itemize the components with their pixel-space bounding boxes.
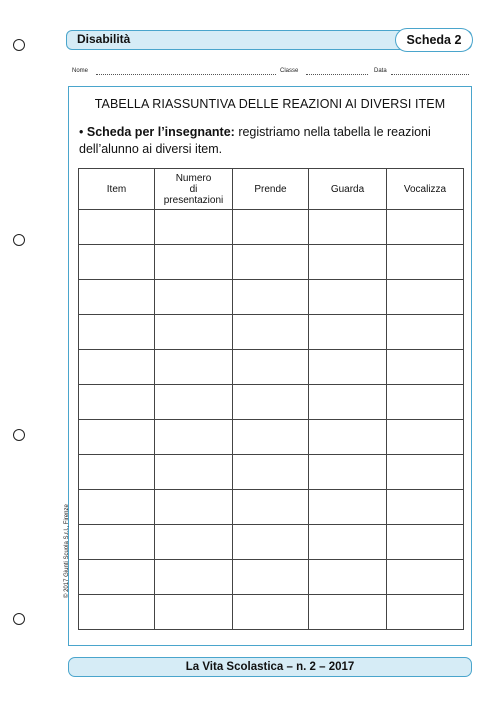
table-cell[interactable]	[79, 455, 155, 490]
publication-label: La Vita Scolastica – n. 2 – 2017	[185, 661, 355, 673]
table-cell[interactable]	[233, 210, 309, 245]
table-row	[79, 525, 464, 560]
table-cell[interactable]	[387, 350, 464, 385]
instruction-bold: Scheda per l’insegnante:	[86, 125, 235, 139]
table-row	[79, 420, 464, 455]
column-header: Item	[79, 169, 155, 210]
table-cell[interactable]	[309, 385, 387, 420]
table-row	[79, 595, 464, 630]
table-row	[79, 560, 464, 595]
table-row	[79, 280, 464, 315]
date-label: Data	[374, 68, 387, 74]
table-cell[interactable]	[387, 210, 464, 245]
instruction	[79, 124, 461, 158]
table-cell[interactable]	[387, 490, 464, 525]
name-field[interactable]	[96, 74, 276, 75]
table-cell[interactable]	[79, 280, 155, 315]
table-cell[interactable]	[387, 385, 464, 420]
table-cell[interactable]	[309, 560, 387, 595]
binder-hole	[13, 429, 25, 441]
table-cell[interactable]	[309, 280, 387, 315]
table-cell[interactable]	[79, 385, 155, 420]
table-cell[interactable]	[387, 280, 464, 315]
table-row	[79, 350, 464, 385]
table-cell[interactable]	[79, 315, 155, 350]
table-cell[interactable]	[155, 385, 233, 420]
table-row	[79, 490, 464, 525]
table-cell[interactable]	[233, 350, 309, 385]
table-cell[interactable]	[155, 315, 233, 350]
table-cell[interactable]	[309, 350, 387, 385]
table-cell[interactable]	[155, 280, 233, 315]
table-cell[interactable]	[155, 595, 233, 630]
table-cell[interactable]	[79, 245, 155, 280]
binder-hole	[13, 39, 25, 51]
table-cell[interactable]	[387, 595, 464, 630]
table-cell[interactable]	[155, 525, 233, 560]
table-row	[79, 315, 464, 350]
worksheet-frame	[68, 86, 472, 646]
worksheet-title: TABELLA RIASSUNTIVA DELLE REAZIONI AI DIVERSI ITEM	[94, 97, 446, 111]
table-cell[interactable]	[155, 210, 233, 245]
table-cell[interactable]	[233, 385, 309, 420]
table-cell[interactable]	[79, 210, 155, 245]
column-header: Prende	[233, 169, 309, 210]
column-header: Guarda	[309, 169, 387, 210]
table-cell[interactable]	[233, 490, 309, 525]
table-cell[interactable]	[387, 420, 464, 455]
table-cell[interactable]	[79, 420, 155, 455]
table-row	[79, 455, 464, 490]
table-cell[interactable]	[79, 560, 155, 595]
sheet-label: Scheda 2	[406, 33, 462, 47]
bullet-icon: •	[79, 125, 84, 139]
table-row	[79, 245, 464, 280]
table-cell[interactable]	[233, 315, 309, 350]
table-row	[79, 210, 464, 245]
table-cell[interactable]	[309, 490, 387, 525]
table-cell[interactable]	[155, 245, 233, 280]
table-cell[interactable]	[79, 595, 155, 630]
table-cell[interactable]	[233, 280, 309, 315]
table-cell[interactable]	[309, 455, 387, 490]
student-fields	[72, 68, 472, 78]
table-cell[interactable]	[155, 350, 233, 385]
table-cell[interactable]	[309, 420, 387, 455]
table-row	[79, 385, 464, 420]
header-banner	[66, 30, 472, 50]
table-cell[interactable]	[309, 595, 387, 630]
table-cell[interactable]	[79, 525, 155, 560]
table-cell[interactable]	[387, 245, 464, 280]
table-cell[interactable]	[233, 525, 309, 560]
section-label: Disabilità	[77, 32, 131, 46]
binder-hole	[13, 613, 25, 625]
instruction-text: registriamo nella tabella le reazioni dell’alunno ai diversi item.	[79, 125, 431, 156]
table-cell[interactable]	[233, 245, 309, 280]
table-body	[79, 210, 464, 630]
table-cell[interactable]	[233, 560, 309, 595]
table-header-row	[79, 169, 464, 210]
table-cell[interactable]	[387, 560, 464, 595]
table-cell[interactable]	[309, 315, 387, 350]
column-header: Vocalizza	[387, 169, 464, 210]
class-label: Classe	[280, 68, 299, 74]
table-cell[interactable]	[309, 245, 387, 280]
binder-hole	[13, 234, 25, 246]
table-cell[interactable]	[387, 455, 464, 490]
table-cell[interactable]	[155, 420, 233, 455]
table-cell[interactable]	[309, 210, 387, 245]
footer-banner	[68, 657, 472, 677]
table-cell[interactable]	[155, 490, 233, 525]
copyright-notice: © 2017 Giunti Scuola S.r.l., Firenze	[64, 504, 70, 598]
table-cell[interactable]	[155, 455, 233, 490]
table-cell[interactable]	[155, 560, 233, 595]
table-cell[interactable]	[233, 595, 309, 630]
table-cell[interactable]	[387, 315, 464, 350]
table-cell[interactable]	[79, 350, 155, 385]
reactions-table	[78, 168, 464, 630]
table-cell[interactable]	[309, 525, 387, 560]
column-header: Numero di presentazioni	[155, 169, 233, 210]
table-cell[interactable]	[233, 420, 309, 455]
date-field[interactable]	[391, 74, 469, 75]
sheet-badge	[395, 28, 473, 52]
table-cell[interactable]	[387, 525, 464, 560]
table-cell[interactable]	[233, 455, 309, 490]
table-cell[interactable]	[79, 490, 155, 525]
name-label: Nome	[72, 68, 89, 74]
class-field[interactable]	[306, 74, 368, 75]
